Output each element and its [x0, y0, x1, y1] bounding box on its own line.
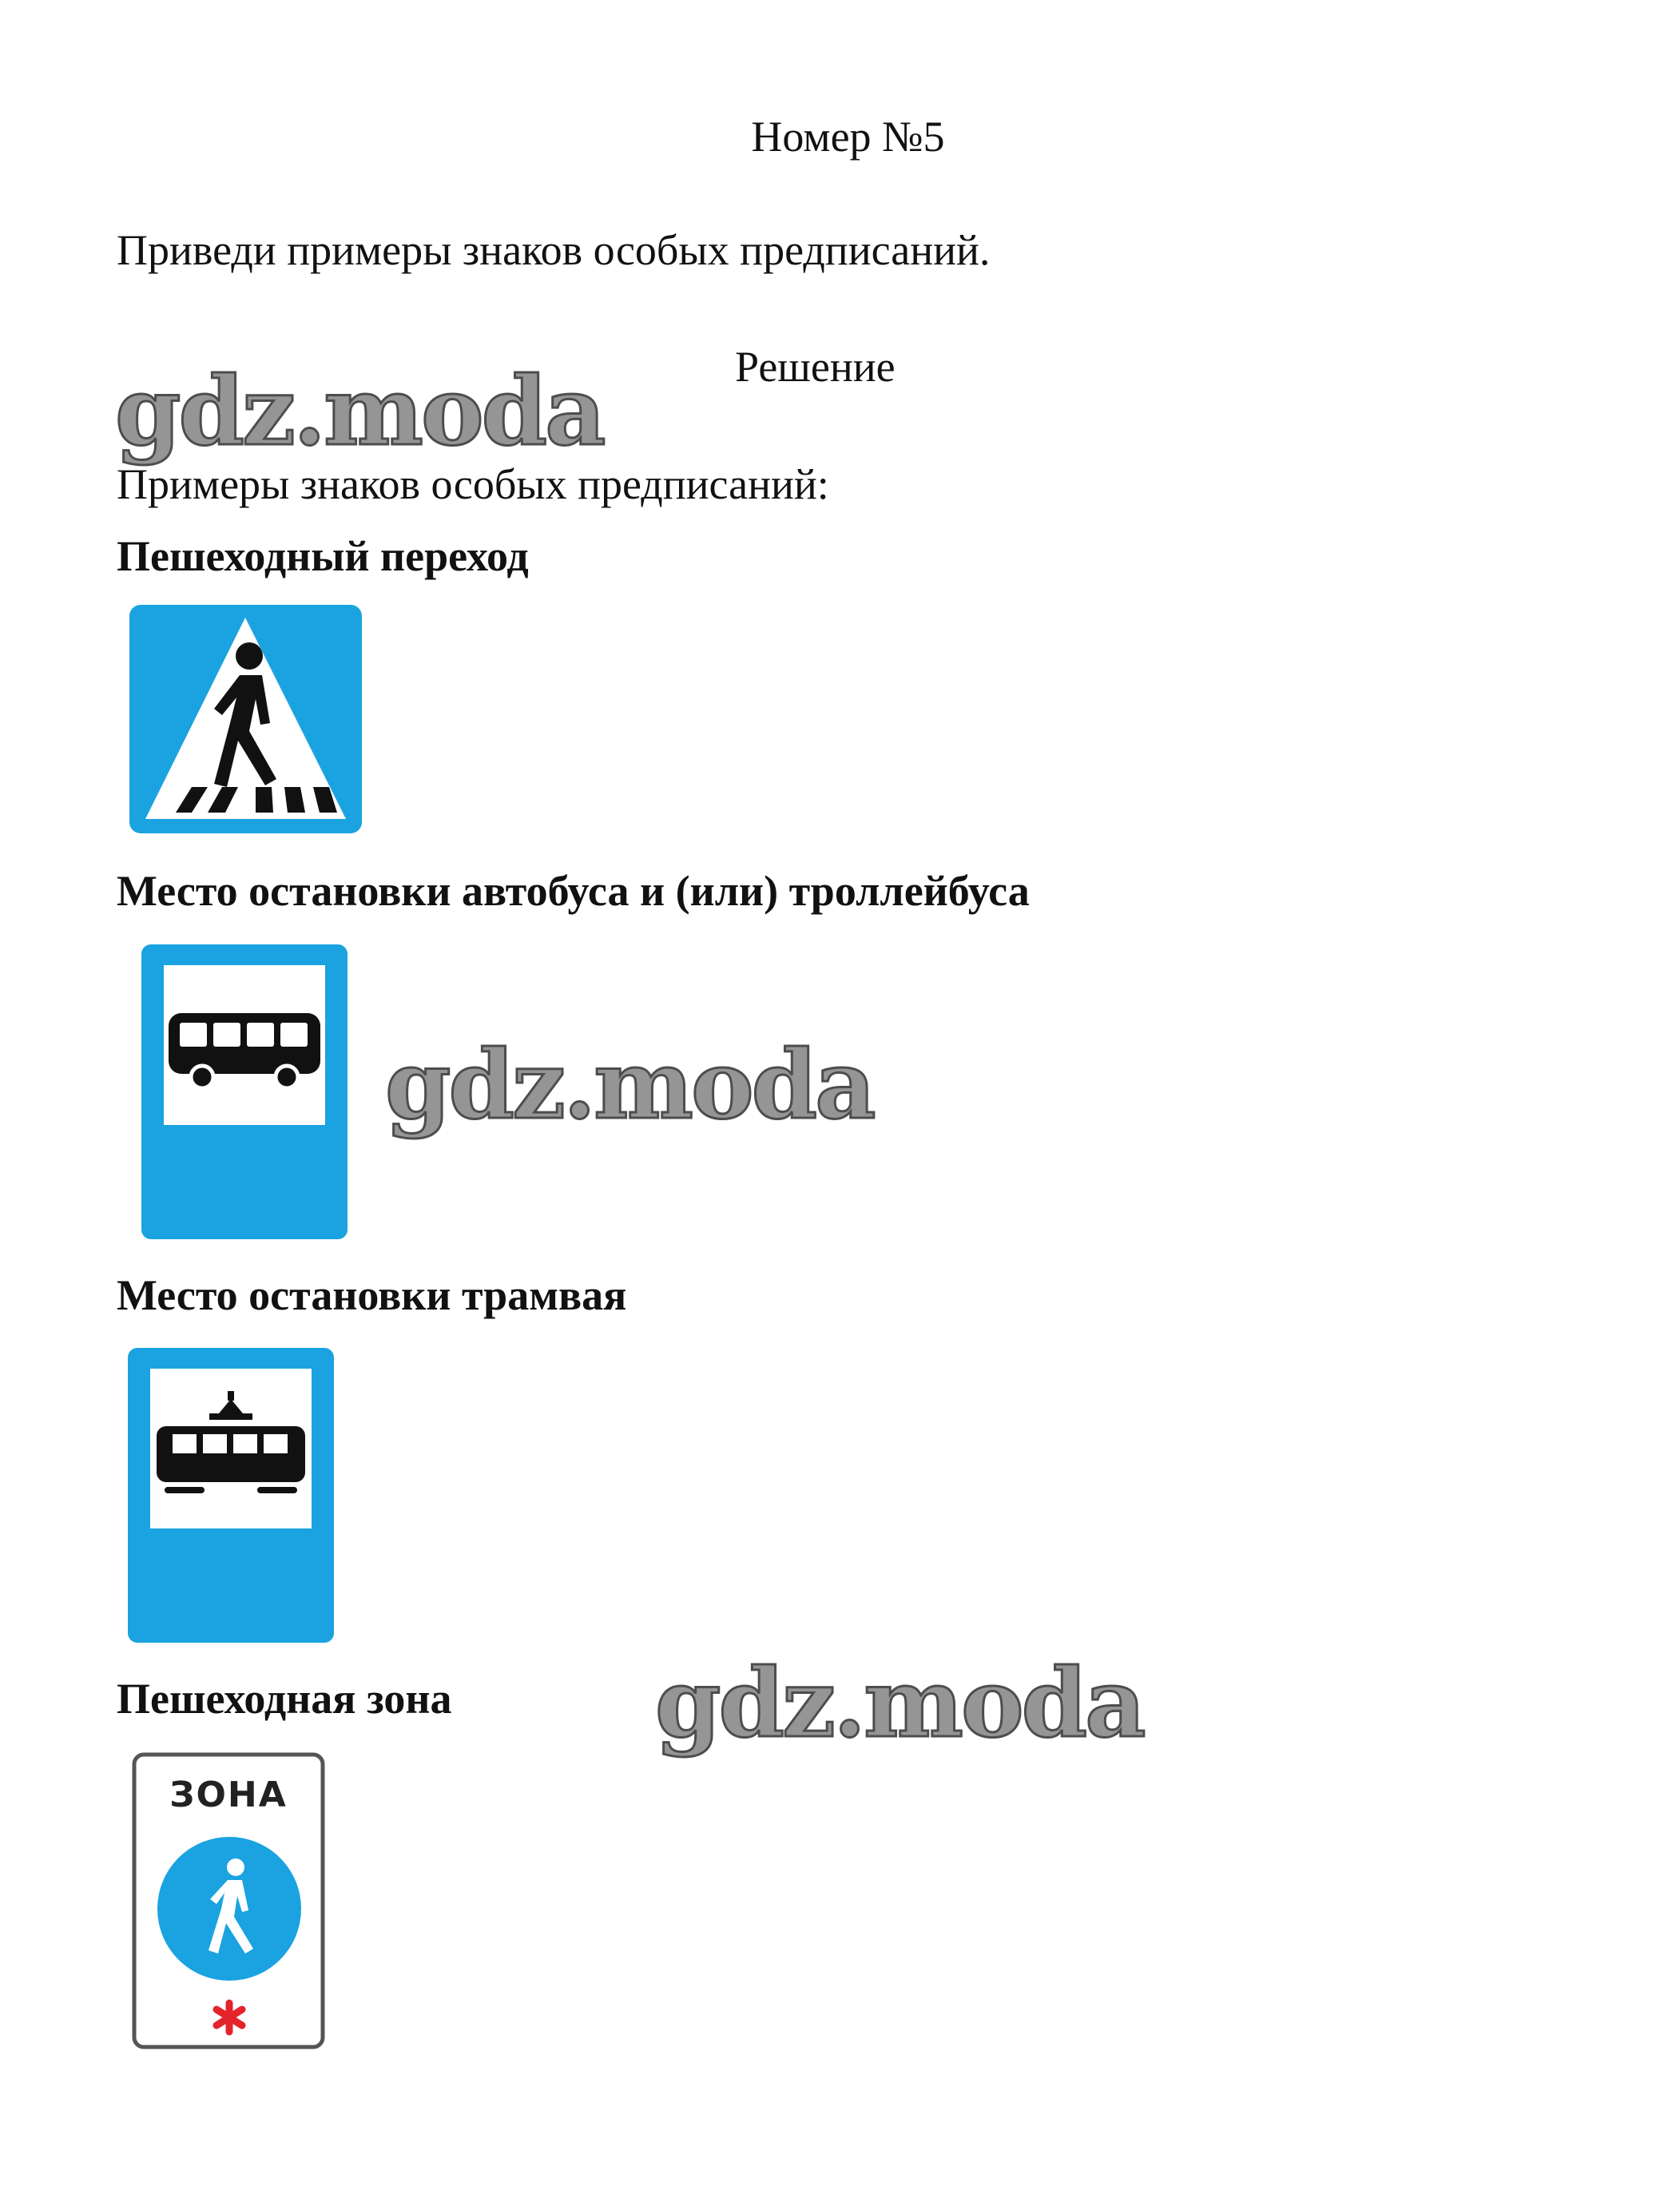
tram-stop-sign-icon — [126, 1346, 336, 1644]
watermark-logo: gdz.moda — [655, 1648, 1144, 1759]
watermark-logo: gdz.moda — [385, 1029, 874, 1140]
sign-label-pedestrian-crossing: Пешеходный переход — [117, 532, 529, 580]
sign-label-pedestrian-zone: Пешеходная зона — [117, 1675, 452, 1723]
pedestrian-crossing-sign-icon — [128, 603, 363, 835]
solution-heading: Решение — [735, 343, 896, 391]
sign-zone-text: ЗОНА — [169, 1775, 288, 1815]
task-text: Приведи примеры знаков особых предписаний. — [117, 226, 991, 274]
intro-text: Примеры знаков особых предписаний: — [117, 460, 829, 508]
bus-stop-sign-icon — [140, 943, 349, 1241]
sign-label-bus-stop: Место остановки автобуса и (или) троллейбуса — [117, 867, 1030, 915]
sign-label-tram-stop: Место остановки трамвая — [117, 1271, 627, 1319]
page-title: Номер №5 — [751, 113, 945, 161]
watermark-logo: gdz.moda — [115, 356, 604, 467]
pedestrian-zone-sign — [132, 1752, 325, 2049]
